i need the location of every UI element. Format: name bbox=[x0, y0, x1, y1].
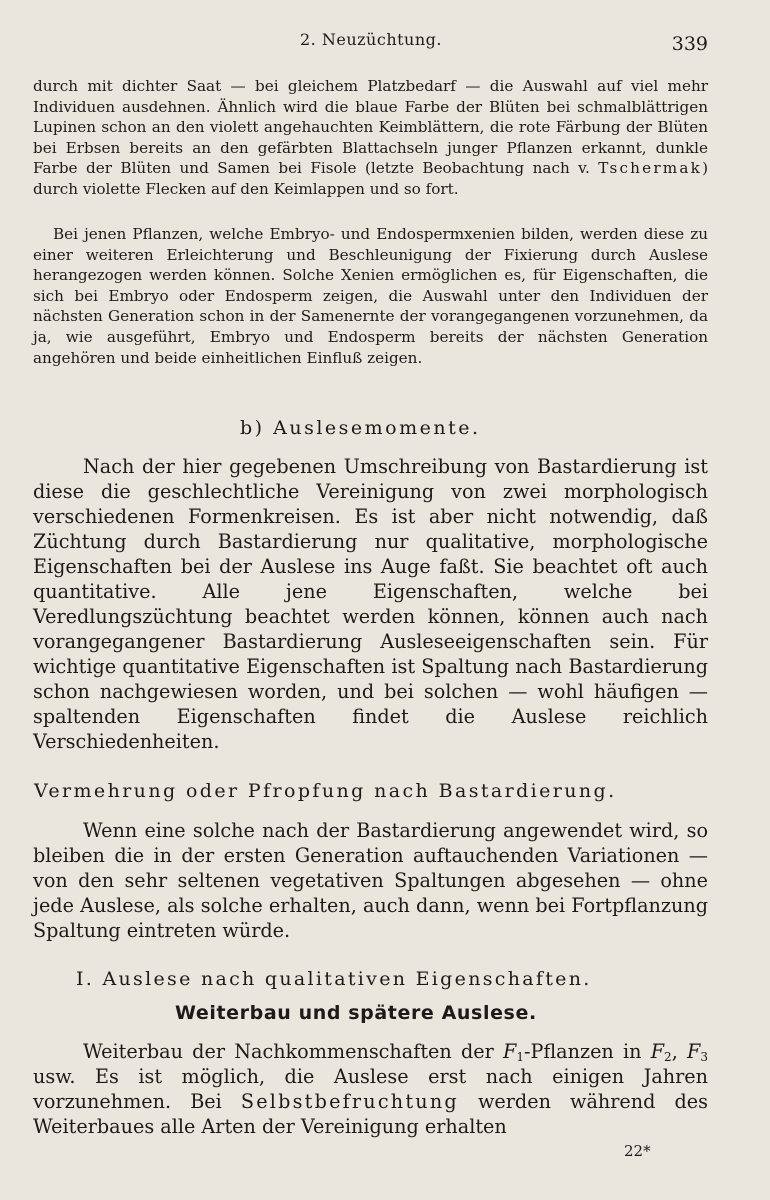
page-number: 339 bbox=[671, 33, 708, 55]
paragraph-vermehrung bbox=[33, 818, 708, 943]
author-name: Tschermak bbox=[598, 159, 703, 178]
paragraph-5: Weiterbau der Nachkommenschaften der $F_1$-Pflanzen in $F_2$, $F_3$ usw. Es ist möglich, die Auslese erst nach einigen Jahren vorzunehmen. Bei Selbstbefruchtung werden während des Weiterbaues alle Arten der Vereinigung erhalten bbox=[33, 1040, 708, 1138]
section-heading-vermehrung: Vermehrung oder Pfropfung nach Bastardierung. bbox=[34, 780, 617, 802]
page-header bbox=[0, 30, 770, 58]
section-heading-b: b) Auslesemomente. bbox=[240, 417, 481, 439]
section-heading-weiterbau: Weiterbau und spätere Auslese. bbox=[175, 1002, 537, 1024]
signature-mark: 22* bbox=[624, 1142, 651, 1160]
emphasis-selbstbefruchtung: Selbstbefruchtung bbox=[240, 1090, 459, 1113]
paragraph-4: Wenn eine solche nach der Bastardierung angewendet wird, so bleiben die in der ersten Generation auftauchenden Variationen — von den sehr seltenen vegetativen Spaltungen abgesehen — ohne jede Auslese, als solche erhalten, auch dann, wenn bei Fortpflanzung Spaltung eintreten würde. bbox=[33, 819, 708, 942]
section-heading-auslese: I. Auslese nach qualitativen Eigenschaften. bbox=[76, 968, 592, 990]
paragraph-weiterbau bbox=[33, 1039, 708, 1139]
paragraph-1: durch mit dichter Saat — bei gleichem Platzbedarf — die Auswahl auf viel mehr Individuen ausdehnen. Ähnlich wird die blaue Farbe der Blüten bei schmalblättrigen Lupinen schon an den violett angehauchten Keimblättern, die rote Färbung der Blüten bei Erbsen bereits an den gefärbten Blattachseln junger Pflanzen erkannt, dunkle Farbe der Blüten und Samen bei Fisole (letzte Beobachtung nach v. Tschermak) durch violette Flecken auf den Keimlappen und so fort. bbox=[33, 77, 708, 198]
paragraph-2: Bei jenen Pflanzen, welche Embryo- und Endospermxenien bilden, werden diese zu einer weiteren Erleichterung und Beschleunigung der Fixierung durch Auslese herangezogen werden können. Solche Xenien ermöglichen es, für Eigenschaften, die sich bei Embryo oder Endosperm zeigen, die Auswahl unter den Individuen der nächsten Generation schon in der Samenernte der vorangegangenen vorzunehmen, da ja, wie ausgeführt, Embryo und Endosperm bereits der nächsten Generation angehören und beide einheitlichen Einfluß zeigen. bbox=[33, 225, 708, 367]
paragraph-xenien bbox=[33, 224, 708, 368]
paragraph-top bbox=[33, 76, 708, 200]
running-title: 2. Neuzüchtung. bbox=[300, 30, 442, 49]
paragraph-auslesemomente bbox=[33, 454, 708, 754]
paragraph-3: Nach der hier gegebenen Umschreibung von Bastardierung ist diese die geschlechtliche Vereinigung von zwei morphologisch verschiedenen Formenkreisen. Es ist aber nicht notwendig, daß Züchtung durch Bastardierung nur qualitative, morphologische Eigenschaften bei der Auslese ins Auge faßt. Sie beachtet oft auch quantitative. Alle jene Eigenschaften, welche bei Veredlungszüchtung beachtet werden können, können auch nach vorangegangener Bastardierung Ausleseeigenschaften sein. Für wichtige quantitative Eigenschaften ist Spaltung nach Bastardierung schon nachgewiesen worden, und bei solchen — wohl häufigen — spaltenden Eigenschaften findet die Auslese reichlich Verschiedenheiten. bbox=[33, 455, 708, 753]
